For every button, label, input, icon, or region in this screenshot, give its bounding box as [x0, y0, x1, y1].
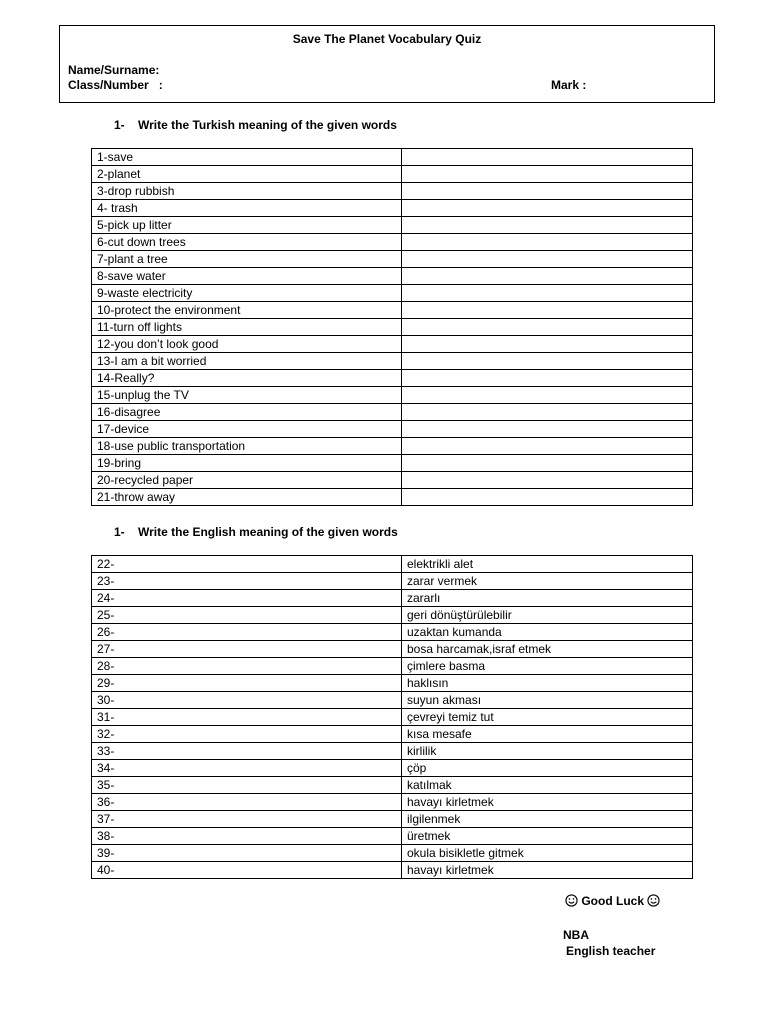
word-cell: 39-	[92, 845, 402, 862]
answer-cell: zararlı	[402, 590, 693, 607]
table-row	[92, 862, 693, 879]
section2-instruction	[114, 525, 398, 539]
section1-instruction	[114, 118, 397, 132]
mark-label: Mark :	[551, 78, 587, 92]
table-row	[92, 777, 693, 794]
word-cell: 28-	[92, 658, 402, 675]
table-row	[92, 794, 693, 811]
word-cell: 22-	[92, 556, 402, 573]
table-row	[92, 726, 693, 743]
section1-instruction-text: Write the Turkish meaning of the given words	[138, 118, 397, 132]
section1-number: 1-	[114, 118, 125, 132]
table-row	[92, 675, 693, 692]
table-row	[92, 370, 693, 387]
word-cell: 25-	[92, 607, 402, 624]
quiz-header	[59, 25, 715, 103]
table-row	[92, 421, 693, 438]
smiley-icon	[647, 894, 660, 907]
table-row	[92, 455, 693, 472]
table-row	[92, 489, 693, 506]
answer-cell: zarar vermek	[402, 573, 693, 590]
table-row	[92, 760, 693, 777]
section2-number: 1-	[114, 525, 125, 539]
answer-cell	[402, 217, 693, 234]
answer-cell	[402, 268, 693, 285]
answer-cell	[402, 166, 693, 183]
word-cell: 3-drop rubbish	[92, 183, 402, 200]
table-row	[92, 743, 693, 760]
answer-cell	[402, 353, 693, 370]
answer-cell	[402, 336, 693, 353]
answer-cell	[402, 370, 693, 387]
answer-cell	[402, 421, 693, 438]
word-cell: 17-device	[92, 421, 402, 438]
answer-cell: katılmak	[402, 777, 693, 794]
word-cell: 40-	[92, 862, 402, 879]
word-cell: 24-	[92, 590, 402, 607]
answer-cell	[402, 149, 693, 166]
teacher-signature: NBA	[563, 928, 589, 942]
table-row	[92, 811, 693, 828]
good-luck-line	[565, 894, 660, 908]
table-row	[92, 658, 693, 675]
teacher-role: English teacher	[566, 944, 656, 958]
good-luck-text: Good Luck	[581, 894, 645, 908]
word-cell: 32-	[92, 726, 402, 743]
word-cell: 20-recycled paper	[92, 472, 402, 489]
table-row	[92, 166, 693, 183]
table-row	[92, 251, 693, 268]
answer-cell	[402, 472, 693, 489]
word-cell: 14-Really?	[92, 370, 402, 387]
turkish-meaning-table	[91, 148, 693, 506]
word-cell: 29-	[92, 675, 402, 692]
word-cell: 11-turn off lights	[92, 319, 402, 336]
word-cell: 35-	[92, 777, 402, 794]
word-cell: 31-	[92, 709, 402, 726]
word-cell: 2-planet	[92, 166, 402, 183]
answer-cell: haklısın	[402, 675, 693, 692]
word-cell: 6-cut down trees	[92, 234, 402, 251]
answer-cell: uzaktan kumanda	[402, 624, 693, 641]
answer-cell	[402, 455, 693, 472]
answer-cell: ilgilenmek	[402, 811, 693, 828]
answer-cell	[402, 319, 693, 336]
word-cell: 38-	[92, 828, 402, 845]
word-cell: 9-waste electricity	[92, 285, 402, 302]
word-cell: 7-plant a tree	[92, 251, 402, 268]
table-row	[92, 845, 693, 862]
word-cell: 10-protect the environment	[92, 302, 402, 319]
smiley-icon	[565, 894, 578, 907]
table-row	[92, 624, 693, 641]
table-row	[92, 319, 693, 336]
word-cell: 4- trash	[92, 200, 402, 217]
english-meaning-table	[91, 555, 693, 879]
table-row	[92, 353, 693, 370]
word-cell: 16-disagree	[92, 404, 402, 421]
table-row	[92, 607, 693, 624]
table-row	[92, 217, 693, 234]
answer-cell: bosa harcamak,israf etmek	[402, 641, 693, 658]
table-row	[92, 387, 693, 404]
word-cell: 23-	[92, 573, 402, 590]
table-row	[92, 234, 693, 251]
word-cell: 36-	[92, 794, 402, 811]
word-cell: 13-I am a bit worried	[92, 353, 402, 370]
table-row	[92, 472, 693, 489]
answer-cell: suyun akması	[402, 692, 693, 709]
answer-cell: kirlilik	[402, 743, 693, 760]
word-cell: 15-unplug the TV	[92, 387, 402, 404]
answer-cell	[402, 285, 693, 302]
answer-cell: kısa mesafe	[402, 726, 693, 743]
word-cell: 1-save	[92, 149, 402, 166]
answer-cell	[402, 200, 693, 217]
answer-cell: çimlere basma	[402, 658, 693, 675]
name-surname-label: Name/Surname:	[68, 63, 160, 77]
word-cell: 18-use public transportation	[92, 438, 402, 455]
table-row	[92, 336, 693, 353]
answer-cell	[402, 387, 693, 404]
word-cell: 12-you don’t look good	[92, 336, 402, 353]
table-row	[92, 709, 693, 726]
word-cell: 21-throw away	[92, 489, 402, 506]
answer-cell	[402, 302, 693, 319]
table-row	[92, 641, 693, 658]
table-row	[92, 438, 693, 455]
answer-cell: üretmek	[402, 828, 693, 845]
answer-cell: çevreyi temiz tut	[402, 709, 693, 726]
answer-cell: çöp	[402, 760, 693, 777]
table-row	[92, 590, 693, 607]
table-row	[92, 149, 693, 166]
quiz-title: Save The Planet Vocabulary Quiz	[292, 32, 482, 46]
table-row	[92, 268, 693, 285]
word-cell: 26-	[92, 624, 402, 641]
word-cell: 8-save water	[92, 268, 402, 285]
table-row	[92, 302, 693, 319]
table-row	[92, 573, 693, 590]
answer-cell: elektrikli alet	[402, 556, 693, 573]
table-row	[92, 200, 693, 217]
class-number-label: Class/Number :	[68, 78, 163, 92]
table-row	[92, 692, 693, 709]
answer-cell	[402, 183, 693, 200]
answer-cell	[402, 251, 693, 268]
answer-cell	[402, 489, 693, 506]
answer-cell: havayı kirletmek	[402, 794, 693, 811]
word-cell: 30-	[92, 692, 402, 709]
table-row	[92, 183, 693, 200]
section2-instruction-text: Write the English meaning of the given words	[138, 525, 398, 539]
table-row	[92, 828, 693, 845]
answer-cell	[402, 234, 693, 251]
table-row	[92, 285, 693, 302]
answer-cell	[402, 438, 693, 455]
answer-cell: havayı kirletmek	[402, 862, 693, 879]
table-row	[92, 556, 693, 573]
word-cell: 33-	[92, 743, 402, 760]
answer-cell: geri dönüştürülebilir	[402, 607, 693, 624]
table-row	[92, 404, 693, 421]
word-cell: 27-	[92, 641, 402, 658]
word-cell: 19-bring	[92, 455, 402, 472]
word-cell: 37-	[92, 811, 402, 828]
answer-cell	[402, 404, 693, 421]
answer-cell: okula bisikletle gitmek	[402, 845, 693, 862]
word-cell: 5-pick up litter	[92, 217, 402, 234]
word-cell: 34-	[92, 760, 402, 777]
